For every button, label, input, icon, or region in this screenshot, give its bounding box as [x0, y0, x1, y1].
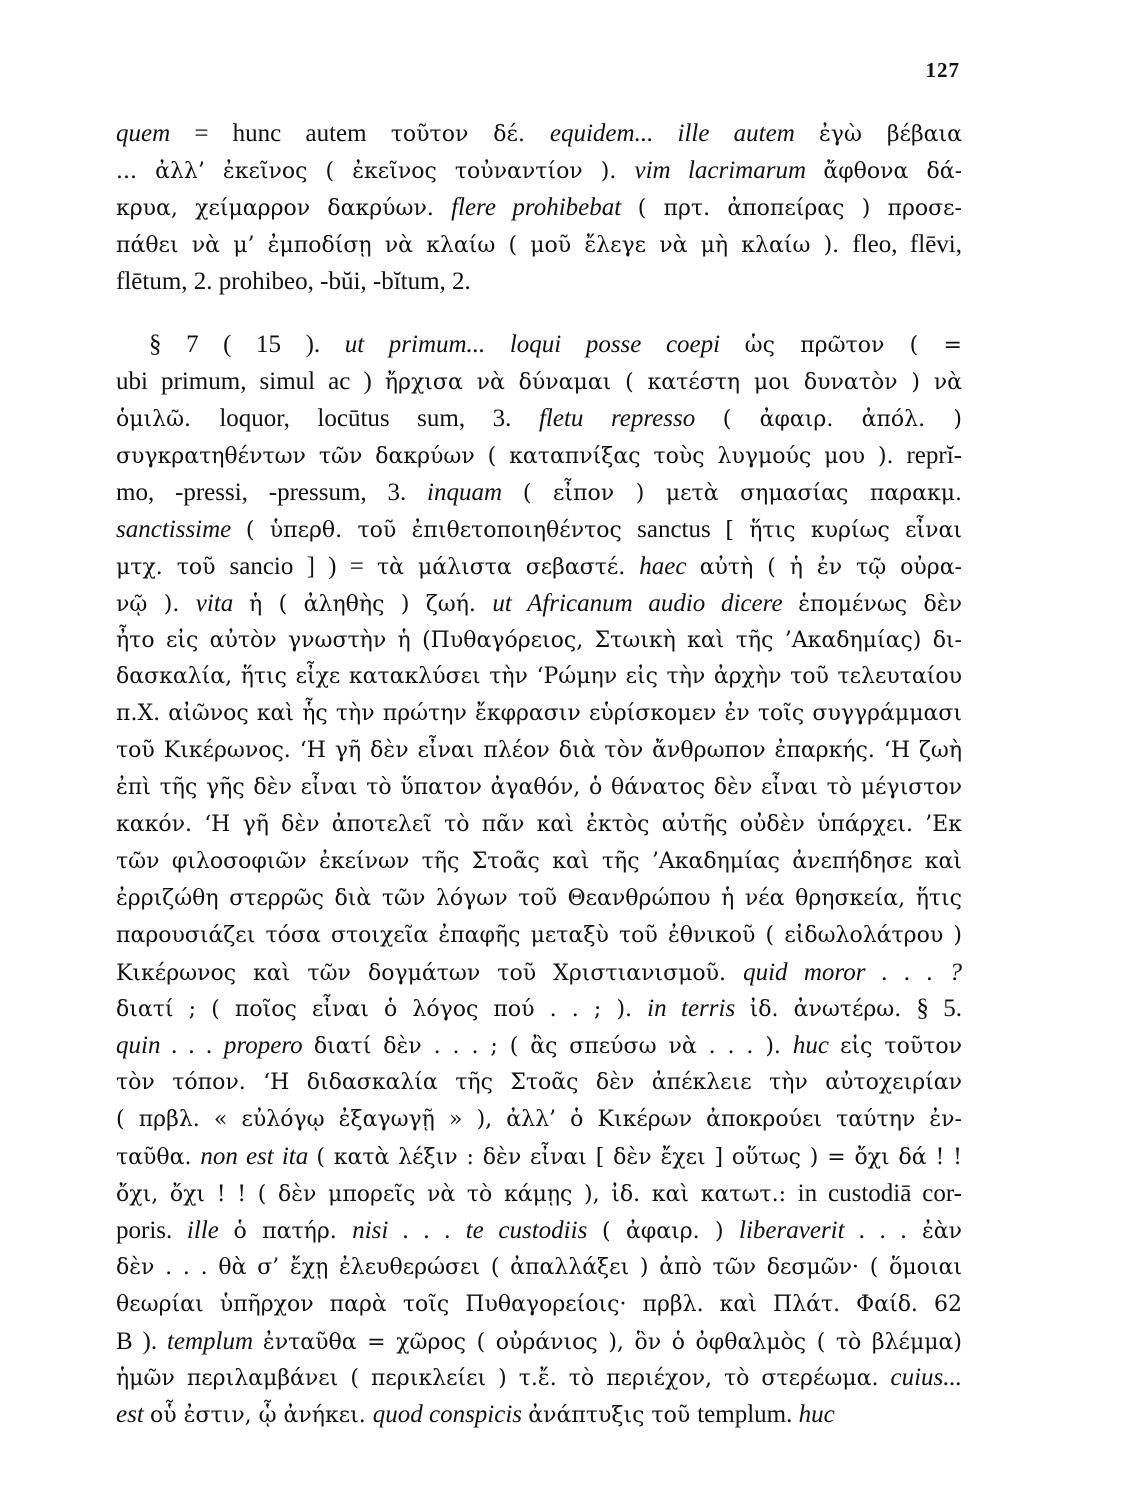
- text-line: [116, 696, 962, 733]
- greek-text: ( πρβλ. « εὐλόγῳ ἐξαγωγῇ » ), ἀλλ’ ὁ Κικέρων ἀποκρούει ταύτην ἐν-: [116, 1107, 962, 1133]
- greek-text: ὁ πατήρ.: [233, 1218, 353, 1244]
- greek-text: θεωρίαι ὑπῆρχον παρὰ τοῖς Πυθαγορείοις· πρβλ. καὶ Πλάτ. Φαίδ. 62: [116, 1291, 962, 1317]
- text-line: [116, 807, 962, 844]
- text-line: [116, 1250, 962, 1287]
- latin-lemma: non est ita: [200, 1143, 317, 1171]
- text-line: [116, 116, 962, 153]
- latin-lemma: flere prohibebat: [451, 193, 638, 221]
- latin-text: fleo, flēvi,: [852, 230, 962, 258]
- greek-text: τοῦτον δέ.: [390, 122, 550, 147]
- latin-lemma: fletu represso: [538, 405, 723, 433]
- greek-text: ( κατὰ λέξιν : δὲν εἶναι [ δὲν ἔχει ] οὕτως ) = ὄχι δά ! !: [316, 1145, 962, 1171]
- greek-text: ( εἶπον ) μετὰ σημασίας παρακμ.: [522, 481, 962, 507]
- greek-text: ἦτο εἰς αὐτὸν γνωστὴν ἡ (Πυθαγόρειος, Στωικὴ καὶ τῆς ’Ακαδημίας) δι-: [116, 627, 962, 653]
- text-line: [116, 955, 962, 992]
- latin-text: ubi primum, simul ac ): [116, 368, 385, 396]
- latin-text: reprĭ-: [906, 442, 962, 470]
- latin-text: B ).: [116, 1327, 167, 1355]
- latin-lemma: quin . . . propero: [116, 1032, 314, 1060]
- greek-text: ( ὑπερθ. τοῦ ἐπιθετοποιηθέντος: [245, 517, 638, 543]
- latin-text: loquor, locūtus sum, 3.: [219, 405, 539, 433]
- text-line: [116, 153, 962, 190]
- text-line: [116, 1360, 962, 1397]
- paragraph-p1: [116, 116, 962, 300]
- latin-lemma: quod conspicis: [372, 1401, 529, 1429]
- greek-text: Κικέρωνος καὶ τῶν δογμάτων τοῦ Χριστιανισμοῦ.: [116, 960, 744, 986]
- latin-lemma: quid moror . . . ?: [743, 958, 962, 986]
- latin-text: in custodiā cor-: [797, 1179, 962, 1207]
- text-line: [116, 327, 962, 364]
- latin-lemma: ut Africanum audio dicere: [492, 589, 799, 617]
- greek-text: δασκαλία, ἥτις εἶχε κατακλύσει τὴν ‘Ρώμην εἰς τὴν ἀρχὴν τοῦ τελευταίου: [116, 664, 962, 690]
- text-line: [116, 1139, 962, 1176]
- greek-text: ἄφθονα δά-: [823, 158, 962, 184]
- greek-text: ἐγὼ βέβαια: [818, 122, 962, 147]
- greek-text: ἀνάπτυξις τοῦ: [528, 1403, 698, 1429]
- text-line: [116, 586, 962, 623]
- text-line: [116, 1176, 962, 1213]
- greek-text: νῷ ).: [116, 591, 196, 617]
- latin-lemma: est: [116, 1401, 151, 1429]
- text-line: [116, 190, 962, 227]
- commentary-text: [116, 116, 962, 1434]
- latin-text: templum.: [697, 1401, 799, 1429]
- greek-text: τὸν τόπον. ‘Η διδασκαλία τῆς Στοᾶς δὲν ἀπέκλειε τὴν αὐτοχειρίαν: [116, 1070, 962, 1096]
- text-line: [116, 364, 962, 401]
- greek-text: ὁμιλῶ.: [116, 407, 220, 433]
- latin-lemma: huc: [798, 1401, 835, 1429]
- text-line: [116, 659, 962, 696]
- text-line: [116, 1287, 962, 1324]
- greek-text: π.Χ. αἰῶνος καὶ ἧς τὴν πρώτην ἔκφρασιν εὑρίσκομεν ἐν τοῖς συγγράμμασι: [116, 701, 962, 727]
- text-line: [116, 623, 962, 660]
- greek-text: παρουσιάζει τόσα στοιχεῖα ἐπαφῆς μεταξὺ τοῦ ἐθνικοῦ ( εἰδωλολάτρου ): [116, 922, 962, 948]
- latin-lemma: cuius...: [890, 1364, 962, 1392]
- greek-text: ( πρτ. ἀποπείρας ) προσε-: [637, 195, 962, 221]
- latin-lemma: in terris: [647, 995, 750, 1023]
- text-line: [116, 512, 962, 549]
- latin-text: sancio ] ) =: [229, 552, 378, 580]
- text-line: [116, 991, 962, 1028]
- greek-text: πάθει νὰ μ’ ἐμποδίσῃ νὰ κλαίω ( μοῦ ἔλεγε νὰ μὴ κλαίω ).: [116, 232, 853, 258]
- text-line: [116, 1028, 962, 1065]
- text-line: [116, 1065, 962, 1102]
- latin-lemma: equidem... ille autem: [549, 120, 819, 147]
- greek-text: εἰς τοῦτον: [840, 1034, 962, 1060]
- latin-text: § 7 ( 15 ).: [149, 331, 345, 359]
- greek-text: ὡς πρῶτον ( =: [744, 333, 962, 359]
- latin-lemma: ut primum... loqui posse coepi: [344, 331, 745, 359]
- latin-lemma: templum: [166, 1327, 263, 1355]
- text-line: [116, 918, 962, 955]
- text-line: [116, 844, 962, 881]
- text-line: [116, 264, 962, 301]
- latin-text: § 5.: [916, 995, 962, 1023]
- latin-lemma: liberaverit . . .: [739, 1216, 922, 1244]
- latin-lemma: nisi . . . te custodiis: [352, 1216, 602, 1244]
- greek-text: οὗ ἐστιν, ᾧ ἀνήκει.: [150, 1403, 373, 1429]
- greek-text: ἐπὶ τῆς γῆς δὲν εἶναι τὸ ὕπατον ἀγαθόν, ὁ θάνατος δὲν εἶναι τὸ μέγιστον: [116, 775, 962, 801]
- text-line: [116, 1324, 962, 1361]
- latin-text: flētum, 2. prohibeo, -bŭi, -bĭtum, 2.: [116, 267, 471, 295]
- greek-text: ... ἀλλ’ ἐκεῖνος ( ἐκεῖνος τοὐναντίον ).: [116, 158, 635, 184]
- greek-text: συγκρατηθέντων τῶν δακρύων ( καταπνίξας τοὺς λυγμούς μου ).: [116, 444, 907, 470]
- greek-text: τοῦ Κικέρωνος. ‘Η γῆ δὲν εἶναι πλέον διὰ τὸν ἄνθρωπον ἐπαρκής. ‘Η ζωὴ: [116, 738, 962, 764]
- latin-lemma: sanctissime: [116, 515, 246, 543]
- text-line: [116, 770, 962, 807]
- greek-text: ( ἀφαιρ. ἀπόλ. ): [722, 407, 962, 433]
- latin-lemma: ille: [186, 1216, 234, 1244]
- latin-text: sanctus: [637, 515, 726, 543]
- greek-text: δὲν . . . θὰ σ’ ἔχῃ ἐλευθερώσει ( ἀπαλλάξει ) ἀπὸ τῶν δεσμῶν· ( ὅμοιαι: [116, 1254, 962, 1280]
- greek-text: κρυα, χείμαρρον δακρύων.: [116, 195, 452, 221]
- greek-text: ἤρχισα νὰ δύναμαι ( κατέστη μοι δυνατὸν ) νὰ: [384, 370, 962, 396]
- latin-text: mo, -pressi, -pressum, 3.: [116, 479, 428, 507]
- greek-text: μτχ. τοῦ: [116, 554, 230, 580]
- latin-lemma: vita: [195, 589, 249, 617]
- text-line: [116, 475, 962, 512]
- latin-text: = hunc autem: [170, 120, 391, 147]
- greek-text: ἡμῶν περιλαμβάνει ( περικλείει ) τ.ἔ. τὸ περιέχον, τὸ στερέωμα.: [116, 1366, 891, 1392]
- greek-text: ἡ ( ἀληθὴς ) ζωή.: [249, 591, 493, 617]
- greek-text: ἐρριζώθη στερρῶς διὰ τῶν λόγων τοῦ Θεανθρώπου ἡ νέα θρησκεία, ἥτις: [116, 885, 962, 911]
- latin-lemma: huc: [792, 1032, 841, 1060]
- greek-text: [ ἥτις κυρίως εἶναι: [725, 517, 962, 543]
- latin-lemma: quem: [116, 120, 171, 147]
- text-line: [116, 401, 962, 438]
- greek-text: κακόν. ‘Η γῆ δὲν ἀποτελεῖ τὸ πᾶν καὶ ἐκτὸς αὐτῆς οὐδὲν ὑπάρχει. ’Εκ: [116, 812, 962, 838]
- latin-text: poris.: [116, 1216, 187, 1244]
- greek-text: ἰδ. ἀνωτέρω.: [749, 997, 917, 1023]
- greek-text: διατί ; ( ποῖος εἶναι ὁ λόγος πού . . ; ).: [116, 997, 648, 1023]
- text-line: [116, 438, 962, 475]
- greek-text: ὄχι, ὄχι ! ! ( δὲν μπορεῖς νὰ τὸ κάμῃς ), ἰδ. καὶ κατωτ.:: [116, 1181, 798, 1207]
- text-line: [116, 1102, 962, 1139]
- greek-text: ἑπομένως δὲν: [798, 591, 962, 617]
- text-line: [116, 549, 962, 586]
- greek-text: τὰ μάλιστα σεβαστέ.: [377, 554, 640, 580]
- latin-lemma: haec: [639, 552, 700, 580]
- text-line: [116, 1397, 962, 1434]
- greek-text: αὐτὴ ( ἡ ἐν τῷ οὐρα-: [699, 554, 962, 580]
- text-line: [116, 881, 962, 918]
- latin-lemma: vim lacrimarum: [634, 156, 824, 184]
- page-number: 127: [925, 58, 960, 82]
- paragraph-p2: [116, 327, 962, 1434]
- text-line: [116, 1213, 962, 1250]
- greek-text: τῶν φιλοσοφιῶν ἐκείνων τῆς Στοᾶς καὶ τῆς ’Ακαδημίας ἀνεπήδησε καὶ: [116, 848, 962, 874]
- text-line: [116, 733, 962, 770]
- text-line: [116, 227, 962, 264]
- greek-text: ἐὰν: [921, 1218, 962, 1244]
- greek-text: ταῦθα.: [116, 1145, 201, 1171]
- greek-text: ( ἀφαιρ. ): [601, 1218, 740, 1244]
- latin-lemma: inquam: [427, 479, 523, 507]
- greek-text: διατί δὲν . . . ; ( ἂς σπεύσω νὰ . . . ).: [313, 1034, 793, 1060]
- greek-text: ἐνταῦθα = χῶρος ( οὐράνιος ), ὃν ὁ ὀφθαλμὸς ( τὸ βλέμμα): [262, 1329, 962, 1355]
